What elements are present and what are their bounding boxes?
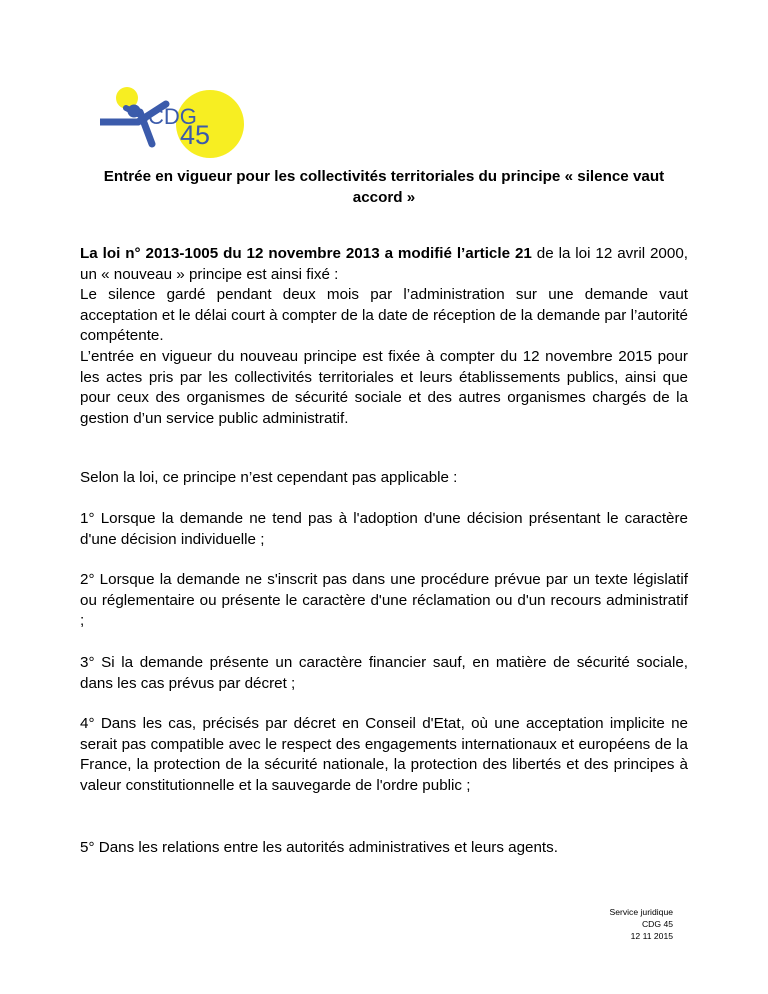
- law-reference: La loi n° 2013-1005 du 12 novembre 2013 a modifié l’article 21: [80, 245, 532, 262]
- law-reference-rest: de la loi 12 avril 2000, un « nouveau » principe est ainsi fixé :: [80, 245, 688, 283]
- document-title: Entrée en vigueur pour les collectivités territoriales du principe « silence vaut accord »: [103, 168, 665, 206]
- footer-date: 12 11 2015: [630, 931, 673, 941]
- exception-item-1: 1° Lorsque la demande ne tend pas à l'adoption d'une décision présentant le caractère d'une décision individuelle ;: [80, 510, 688, 548]
- intro-paragraph: [80, 244, 688, 429]
- footer-signature: [609, 906, 673, 942]
- footer-org: CDG 45: [641, 919, 673, 929]
- exception-item-3: 3° Si la demande présente un caractère financier sauf, en matière de sécurité sociale, dans les cas prévus par décret ;: [80, 654, 688, 692]
- intro-line-1: [80, 244, 688, 285]
- exception-item-2: 2° Lorsque la demande ne s'inscrit pas dans une procédure prévue par un texte législatif ou réglementaire ou présente le caractère d'une réclamation ou d'un recours administratif ;: [80, 571, 688, 630]
- exception-item-4: 4° Dans les cas, précisés par décret en Conseil d'Etat, où une acceptation implicite ne serait pas compatible avec le respect des engagements internationaux et européens de la France, la protection de la sécurité nationale, la protection des libertés et des principes à valeur constitutionnelle et la sauvegarde de l'ordre public ;: [80, 715, 688, 794]
- intro-line-2: Le silence gardé pendant deux mois par l’administration sur une demande vaut acceptation et le délai court à compter de la date de réception de la demande par l’autorité compétente.: [80, 286, 688, 345]
- intro-line-3: L’entrée en vigueur du nouveau principe est fixée à compter du 12 novembre 2015 pour les actes pris par les collectivités territoriales et leurs établissements publics, ainsi que pour ceux des organismes de sécurité sociale et des autres organismes chargés de la gestion d’un service public administratif.: [80, 347, 688, 427]
- logo-cdg-text: CDG: [148, 104, 197, 129]
- cdg45-logo: [100, 86, 245, 158]
- exception-item-5: 5° Dans les relations entre les autorités administratives et leurs agents.: [80, 839, 558, 856]
- footer-service: Service juridique: [609, 907, 673, 917]
- logo-45-text: 45: [180, 120, 211, 150]
- exceptions-intro: Selon la loi, ce principe n’est cependant pas applicable :: [80, 469, 458, 486]
